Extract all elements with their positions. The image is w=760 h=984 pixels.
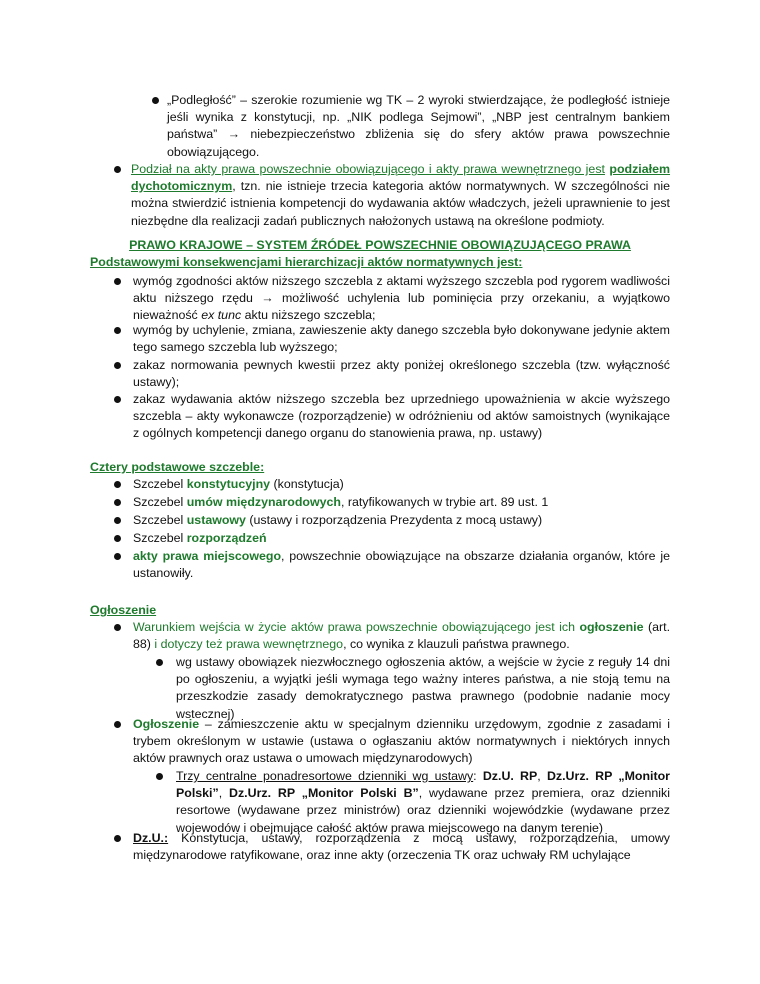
- list-item-text: :: [473, 769, 477, 783]
- bullet-icon: [114, 278, 121, 285]
- bullet-icon: [114, 166, 121, 173]
- list-item: [131, 161, 670, 230]
- list-item-text: , tzn. nie istnieje trzecia kategoria aktów normatywnych. W szczególności nie można stwierdzić istnienia kompetencji do wydawania aktów władczych, jeżeli uprawnienie to jest niezbędne dla realizacji zadań publicznych nałożonych ustawą na określone podmioty.: [131, 179, 670, 228]
- list-item-text: Szczebel: [133, 531, 184, 545]
- section-title: PRAWO KRAJOWE – SYSTEM ŹRÓDEŁ POWSZECHNIE OBOWIĄZUJĄCEGO PRAWA: [129, 238, 631, 252]
- list-item: [167, 92, 670, 161]
- list-item-text: Warunkiem wejścia w życie aktów prawa powszechnie obowiązującego jest ich: [133, 620, 575, 634]
- bullet-icon: [114, 499, 121, 506]
- list-item-text: ,: [537, 769, 541, 783]
- list-item: [176, 654, 670, 723]
- list-item: [133, 494, 670, 511]
- list-item-italic: ex tunc: [201, 308, 242, 323]
- subsection-heading: Podstawowymi konsekwencjami hierarchizacji aktów normatywnych jest:: [90, 255, 523, 269]
- list-item-text: – zamieszczenie aktu w specjalnym dzienniku urzędowym, zgodnie z zasadami i trybem określonym w ustawie (ustawa o ogłaszaniu aktów normatywnych i niektórych innych aktów prawnych oraz ustawa o umowach międzynarodowych): [133, 717, 670, 766]
- bullet-icon: [114, 535, 121, 542]
- list-item-emphasis: Dz.U.:: [133, 831, 169, 845]
- list-item-text: ,: [218, 786, 223, 801]
- list-item: [176, 768, 670, 837]
- bullet-icon: [114, 362, 121, 369]
- list-item-emphasis: Ogłoszenie: [133, 717, 200, 731]
- list-item-text: (art. 88): [133, 620, 671, 652]
- list-item-text: wymóg by uchylenie, zmiana, zawieszenie akty danego szczebla było dokonywane jedynie aktem tego samego szczebla lub wyższego;: [133, 323, 670, 355]
- list-item-emphasis: umów międzynarodowych: [186, 495, 341, 509]
- bullet-icon: [114, 327, 121, 334]
- list-item-emphasis: Dz.Urz. RP „Monitor Polski”: [176, 769, 671, 801]
- list-item-text: Szczebel: [133, 477, 184, 491]
- list-item-text: „Podległość” – szerokie rozumienie wg TK – 2 wyroki stwierdzające, że podległość istnieje jeśli wynika z konstytucji, np. „NIK podlega Sejmowi”, „NBP jest centralnym bankiem państwa” → niebezpieczeństwo zbliżenia się do sfery aktów prawa powszechnie obowiązującego.: [167, 93, 670, 159]
- bullet-icon: [156, 659, 163, 666]
- list-item-text: Szczebel: [133, 495, 184, 509]
- list-item: [133, 512, 670, 529]
- bullet-icon: [114, 553, 121, 560]
- list-item-emphasis: konstytucyjny: [186, 477, 271, 491]
- list-item: [133, 391, 670, 443]
- list-item-text: Podział na akty prawa powszechnie obowiązującego i akty prawa wewnętrznego jest: [131, 162, 605, 176]
- list-item-text: , wydawane przez premiera, oraz dzienniki resortowe (wydawane przez ministrów) oraz dzienniki wojewódzkie (wydawane przez wojewodów i obejmujące całość aktów prawa miejscowego na danym terenie): [176, 786, 670, 835]
- list-item-text: , ratyfikowanych w trybie art. 89 ust. 1: [340, 495, 549, 509]
- list-item-text: zakaz normowania pewnych kwestii przez akty poniżej określonego szczebla (tzw. wyłączność ustawy);: [133, 358, 670, 390]
- list-item-text: , co wynika z klauzuli państwa prawnego.: [343, 637, 570, 652]
- list-item-text: , powszechnie obowiązujące na obszarze działania organów, które je ustanowiły.: [133, 549, 670, 581]
- bullet-icon: [114, 396, 121, 403]
- list-item: [133, 830, 670, 864]
- list-item: [133, 357, 670, 391]
- bullet-icon: [114, 517, 121, 524]
- list-item: [133, 619, 670, 653]
- list-item-text: (konstytucja): [273, 477, 344, 491]
- list-item: [133, 530, 670, 547]
- list-item-text: (ustawy i rozporządzenia Prezydenta z mocą ustawy): [249, 513, 543, 527]
- list-item: [133, 273, 670, 325]
- list-item: [133, 716, 670, 768]
- list-item-text: aktu niższego szczebla;: [244, 308, 376, 323]
- list-item-emphasis: Dz.Urz. RP „Monitor Polski B”: [229, 786, 419, 801]
- list-item-text: wymóg zgodności aktów niższego szczebla z aktami wyższego szczebla pod rygorem wadliwości aktu niższego rzędu → możliwość uchylenia lub pominięcia przy orzekaniu, a wyjątkowo nieważność: [133, 274, 670, 323]
- bullet-icon: [114, 624, 121, 631]
- list-item-text: zakaz wydawania aktów niższego szczebla bez uprzedniego upoważnienia w akcie wyższego szczebla – akty wykonawcze (rozporządzenie) w odróżnieniu od aktów samoistnych (wynikające z ogólnych kompetencji danego organu do stanowienia prawa, np. ustawy): [133, 392, 670, 441]
- list-item-emphasis: podziałem dychotomicznym: [131, 162, 670, 194]
- list-item-emphasis: ustawowy: [186, 513, 246, 527]
- bullet-icon: [152, 97, 159, 104]
- list-item-emphasis: Dz.U. RP: [482, 769, 538, 783]
- subsection-heading: Ogłoszenie: [90, 603, 157, 617]
- list-item-emphasis: akty prawa miejscowego: [133, 549, 282, 563]
- list-item-emphasis: rozporządzeń: [186, 531, 267, 545]
- list-item: [133, 548, 670, 582]
- list-item-text: Konstytucja, ustawy, rozporządzenia z mocą ustawy, rozporządzenia, umowy międzynarodowe ratyfikowane, oraz inne akty (orzeczenia TK oraz uchwały RM uchylające: [133, 831, 670, 863]
- list-item-text: i dotyczy też prawa wewnętrznego: [154, 637, 344, 652]
- list-item: [133, 322, 670, 356]
- list-item-text: Trzy centralne ponadresortowe dzienniki wg ustawy: [176, 769, 474, 783]
- list-item-text: wg ustawy obowiązek niezwłocznego ogłoszenia aktów, a wejście w życie z reguły 14 dni po ogłoszeniu, a wyjątki jeśli wymaga tego ważny interes państwa, a nie stoją temu na przeszkodzie zasady demokratycznego pastwa prawnego (podobnie nadanie mocy wstecznej): [176, 655, 670, 721]
- bullet-icon: [114, 721, 121, 728]
- bullet-icon: [156, 773, 163, 780]
- bullet-icon: [114, 835, 121, 842]
- bullet-icon: [114, 481, 121, 488]
- subsection-heading: Cztery podstawowe szczeble:: [90, 460, 265, 474]
- list-item-text: Szczebel: [133, 513, 184, 527]
- list-item-emphasis: ogłoszenie: [579, 620, 644, 634]
- list-item: [133, 476, 670, 493]
